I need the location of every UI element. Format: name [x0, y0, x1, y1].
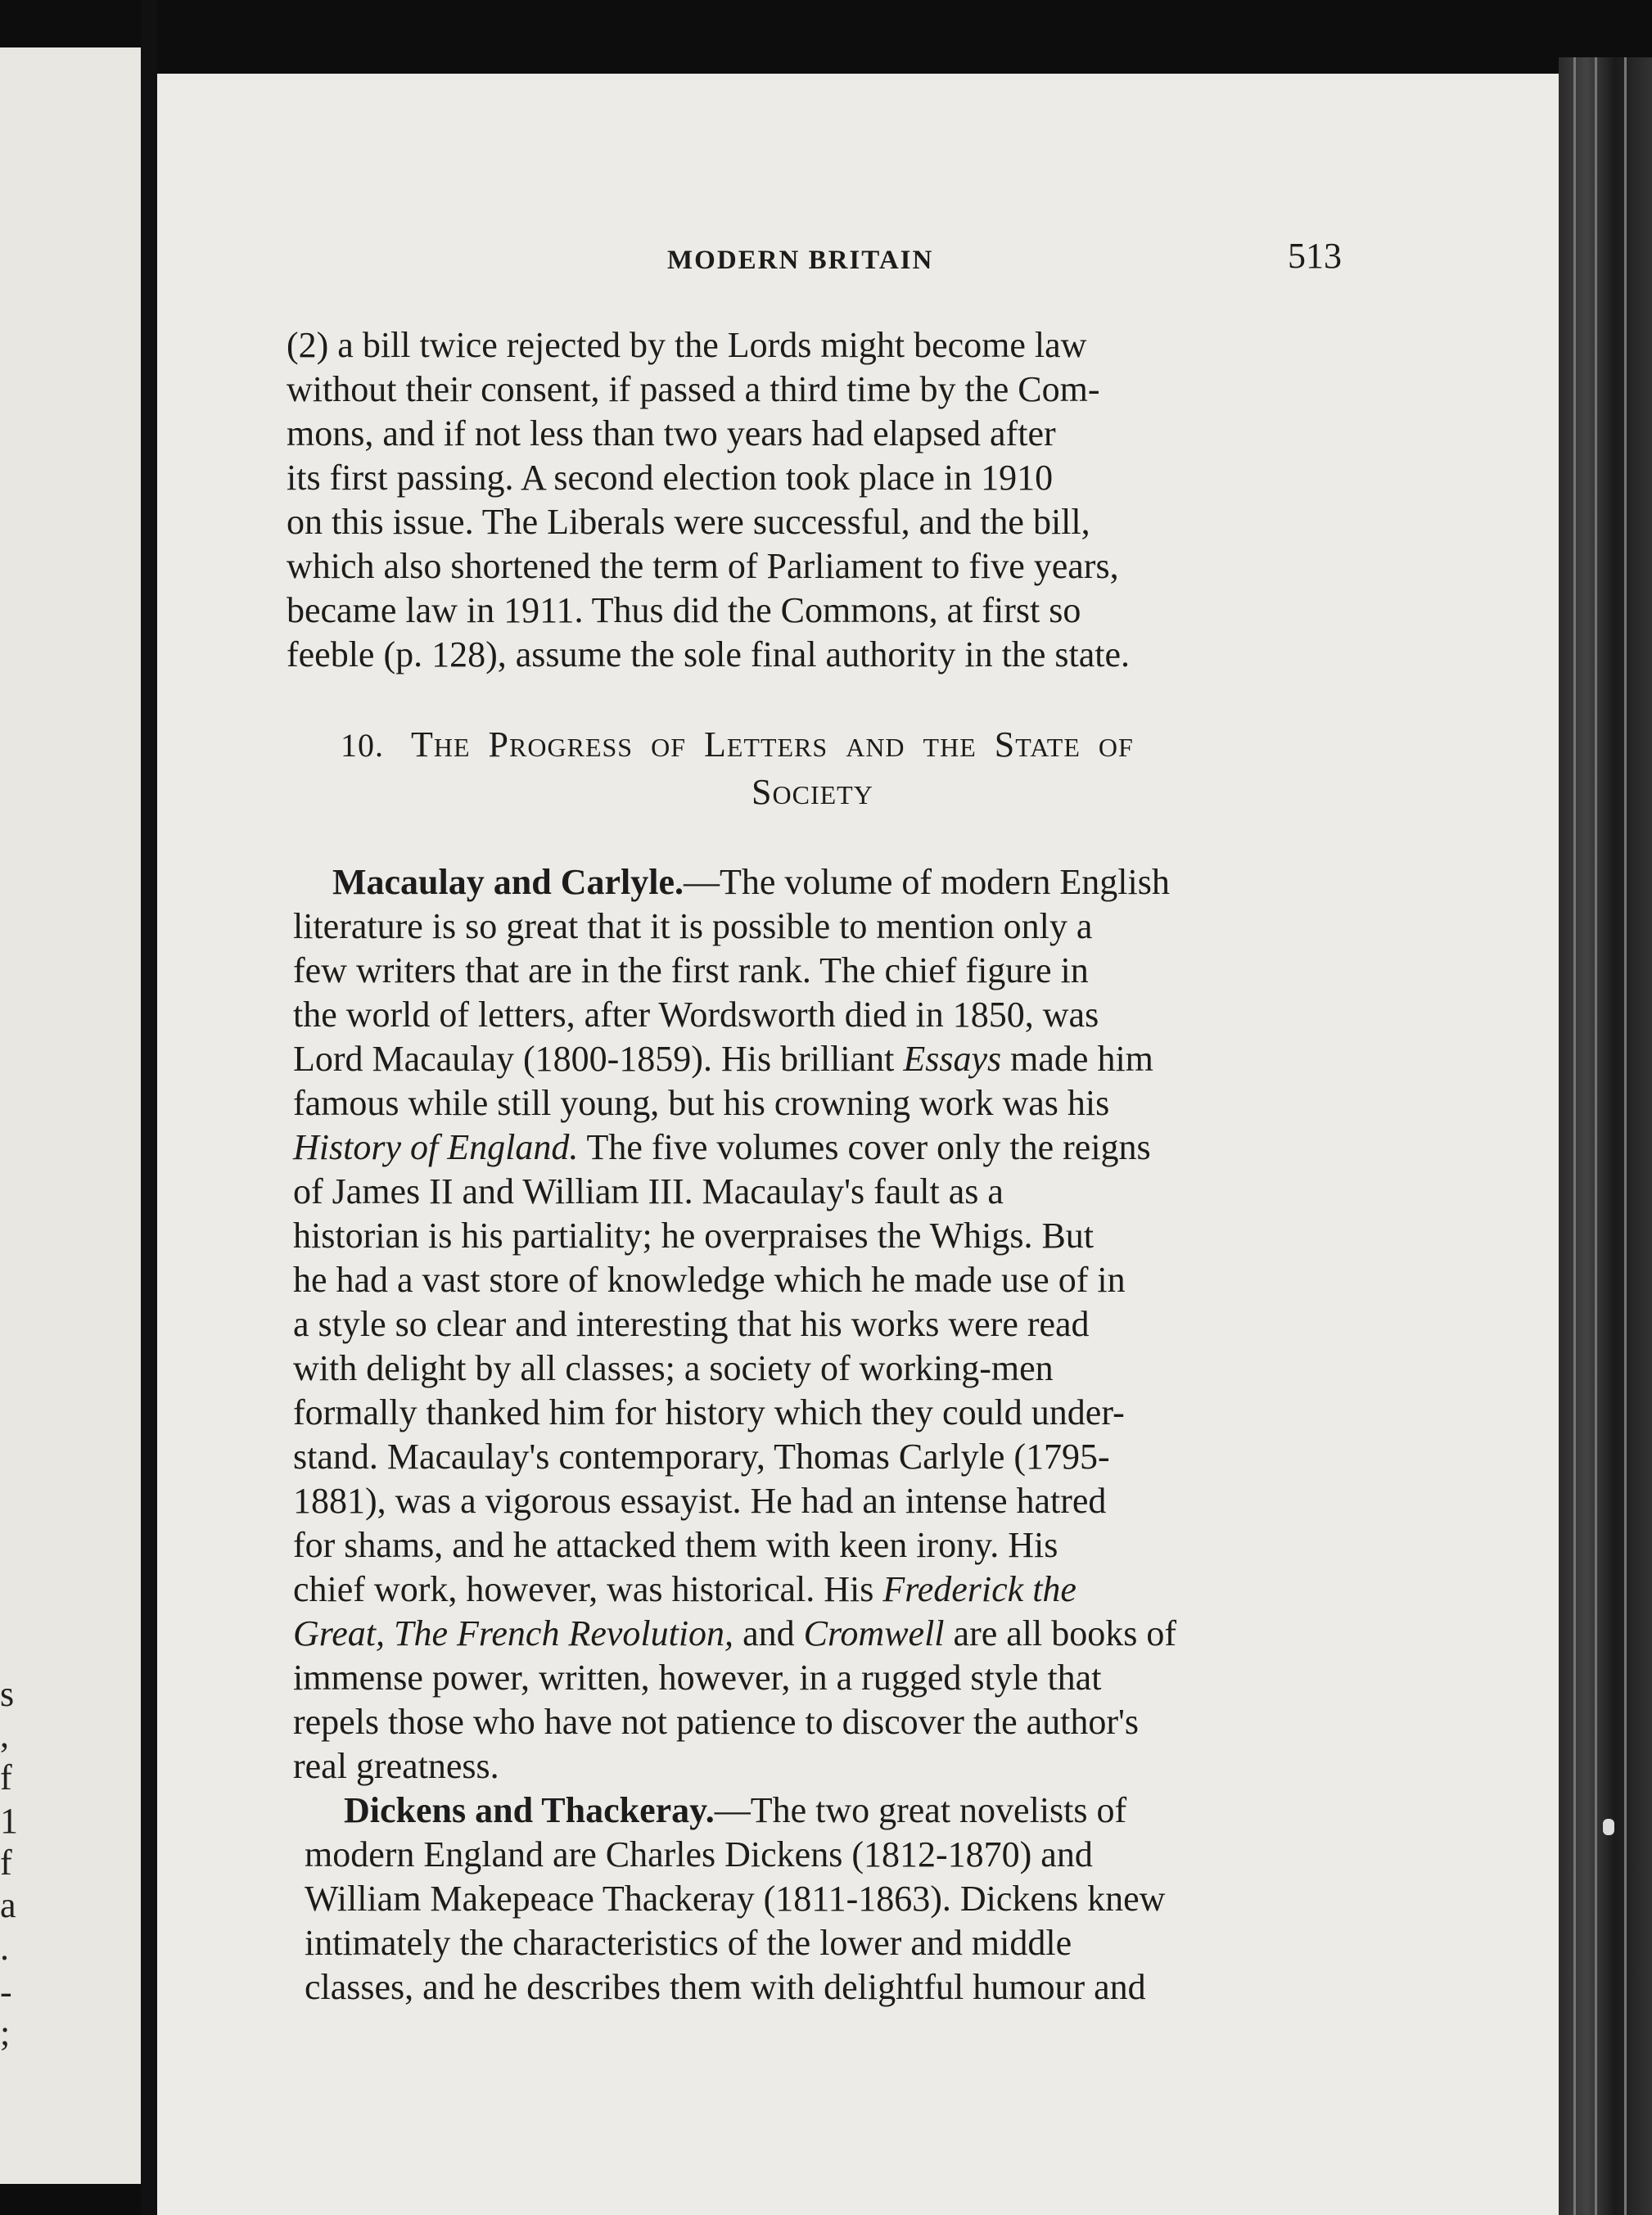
margin-glyph: ,: [0, 1715, 9, 1755]
text-line: a style so clear and interesting that his works were read: [293, 1304, 1090, 1344]
text-line: real greatness.: [293, 1746, 499, 1786]
text-line: chief work, however, was historical. His Frederick the: [293, 1569, 1077, 1609]
margin-glyph: -: [0, 1972, 12, 2012]
text-line: 1881), was a vigorous essayist. He had an intense hatred: [293, 1481, 1107, 1521]
facing-page-edge: [0, 47, 141, 2184]
section-heading: 10. THE PROGRESS OF LETTERS AND THE STATE OF: [341, 724, 1134, 765]
text-line: classes, and he describes them with delightful humour and: [305, 1967, 1146, 2007]
text-line: historian is his partiality; he overpraises the Whigs. But: [293, 1216, 1095, 1256]
margin-glyph: s: [0, 1674, 15, 1714]
text-line: William Makepeace Thackeray (1811-1863). Dickens knew: [305, 1879, 1166, 1919]
text-line: became law in 1911. Thus did the Commons, at first so: [287, 590, 1081, 630]
section-number: 10.: [341, 727, 384, 764]
binding-mark: [1603, 1819, 1614, 1835]
text-line: Lord Macaulay (1800-1859). His brilliant Essays made him: [293, 1039, 1153, 1079]
text-line: literature is so great that it is possible to mention only a: [293, 906, 1093, 946]
margin-glyph: .: [0, 1928, 9, 1968]
text-line: modern England are Charles Dickens (1812-1870) and: [305, 1834, 1093, 1874]
margin-glyph: f: [0, 1843, 12, 1883]
text-line: feeble (p. 128), assume the sole final authority in the state.: [287, 634, 1131, 674]
text-line: its first passing. A second election took place in 1910: [287, 458, 1054, 498]
text-line: immense power, written, however, in a rugged style that: [293, 1658, 1102, 1698]
text-line: on this issue. The Liberals were successful, and the bill,: [287, 502, 1090, 542]
running-head: MODERN BRITAIN: [667, 246, 934, 275]
text-line: stand. Macaulay's contemporary, Thomas Carlyle (1795-: [293, 1437, 1110, 1477]
text-line: repels those who have not patience to discover the author's: [293, 1702, 1140, 1742]
text-line: he had a vast store of knowledge which he made use of in: [293, 1260, 1126, 1300]
text-line: the world of letters, after Wordsworth died in 1850, was: [293, 995, 1099, 1035]
margin-glyph: ;: [0, 2013, 11, 2053]
text-line: mons, and if not less than two years had elapsed after: [287, 413, 1056, 453]
page-number: 513: [1288, 236, 1342, 276]
text-line: (2) a bill twice rejected by the Lords might become law: [287, 325, 1087, 365]
text-line: without their consent, if passed a third time by the Com-: [287, 369, 1100, 409]
binding-edge: [1559, 57, 1652, 2215]
text-line: Great, The French Revolution, and Cromwell are all books of: [293, 1613, 1177, 1653]
text-line: few writers that are in the first rank. The chief figure in: [293, 950, 1089, 990]
text-line: for shams, and he attacked them with keen irony. His: [293, 1525, 1058, 1565]
section-heading-line-2: SOCIETY: [752, 772, 873, 812]
text-line: formally thanked him for history which they could under-: [293, 1392, 1125, 1432]
margin-glyph: a: [0, 1885, 16, 1925]
text-line: intimately the characteristics of the lower and middle: [305, 1923, 1072, 1963]
text-line: which also shortened the term of Parliament to five years,: [287, 546, 1119, 586]
margin-glyph: 1: [0, 1801, 18, 1841]
text-line: History of England. The five volumes cover only the reigns: [293, 1127, 1151, 1167]
text-line: famous while still young, but his crowning work was his: [293, 1083, 1110, 1123]
margin-glyph: f: [0, 1757, 12, 1798]
paragraph-lead: Macaulay and Carlyle.: [332, 862, 684, 902]
text-line: of James II and William III. Macaulay's fault as a: [293, 1171, 1004, 1211]
text-line: Dickens and Thackeray.—The two great novelists of: [344, 1790, 1127, 1830]
paragraph-lead: Dickens and Thackeray.: [344, 1790, 715, 1830]
text-line: with delight by all classes; a society of working-men: [293, 1348, 1054, 1388]
text-line: Macaulay and Carlyle.—The volume of modern English: [332, 862, 1170, 902]
book-gutter: [141, 0, 157, 2215]
